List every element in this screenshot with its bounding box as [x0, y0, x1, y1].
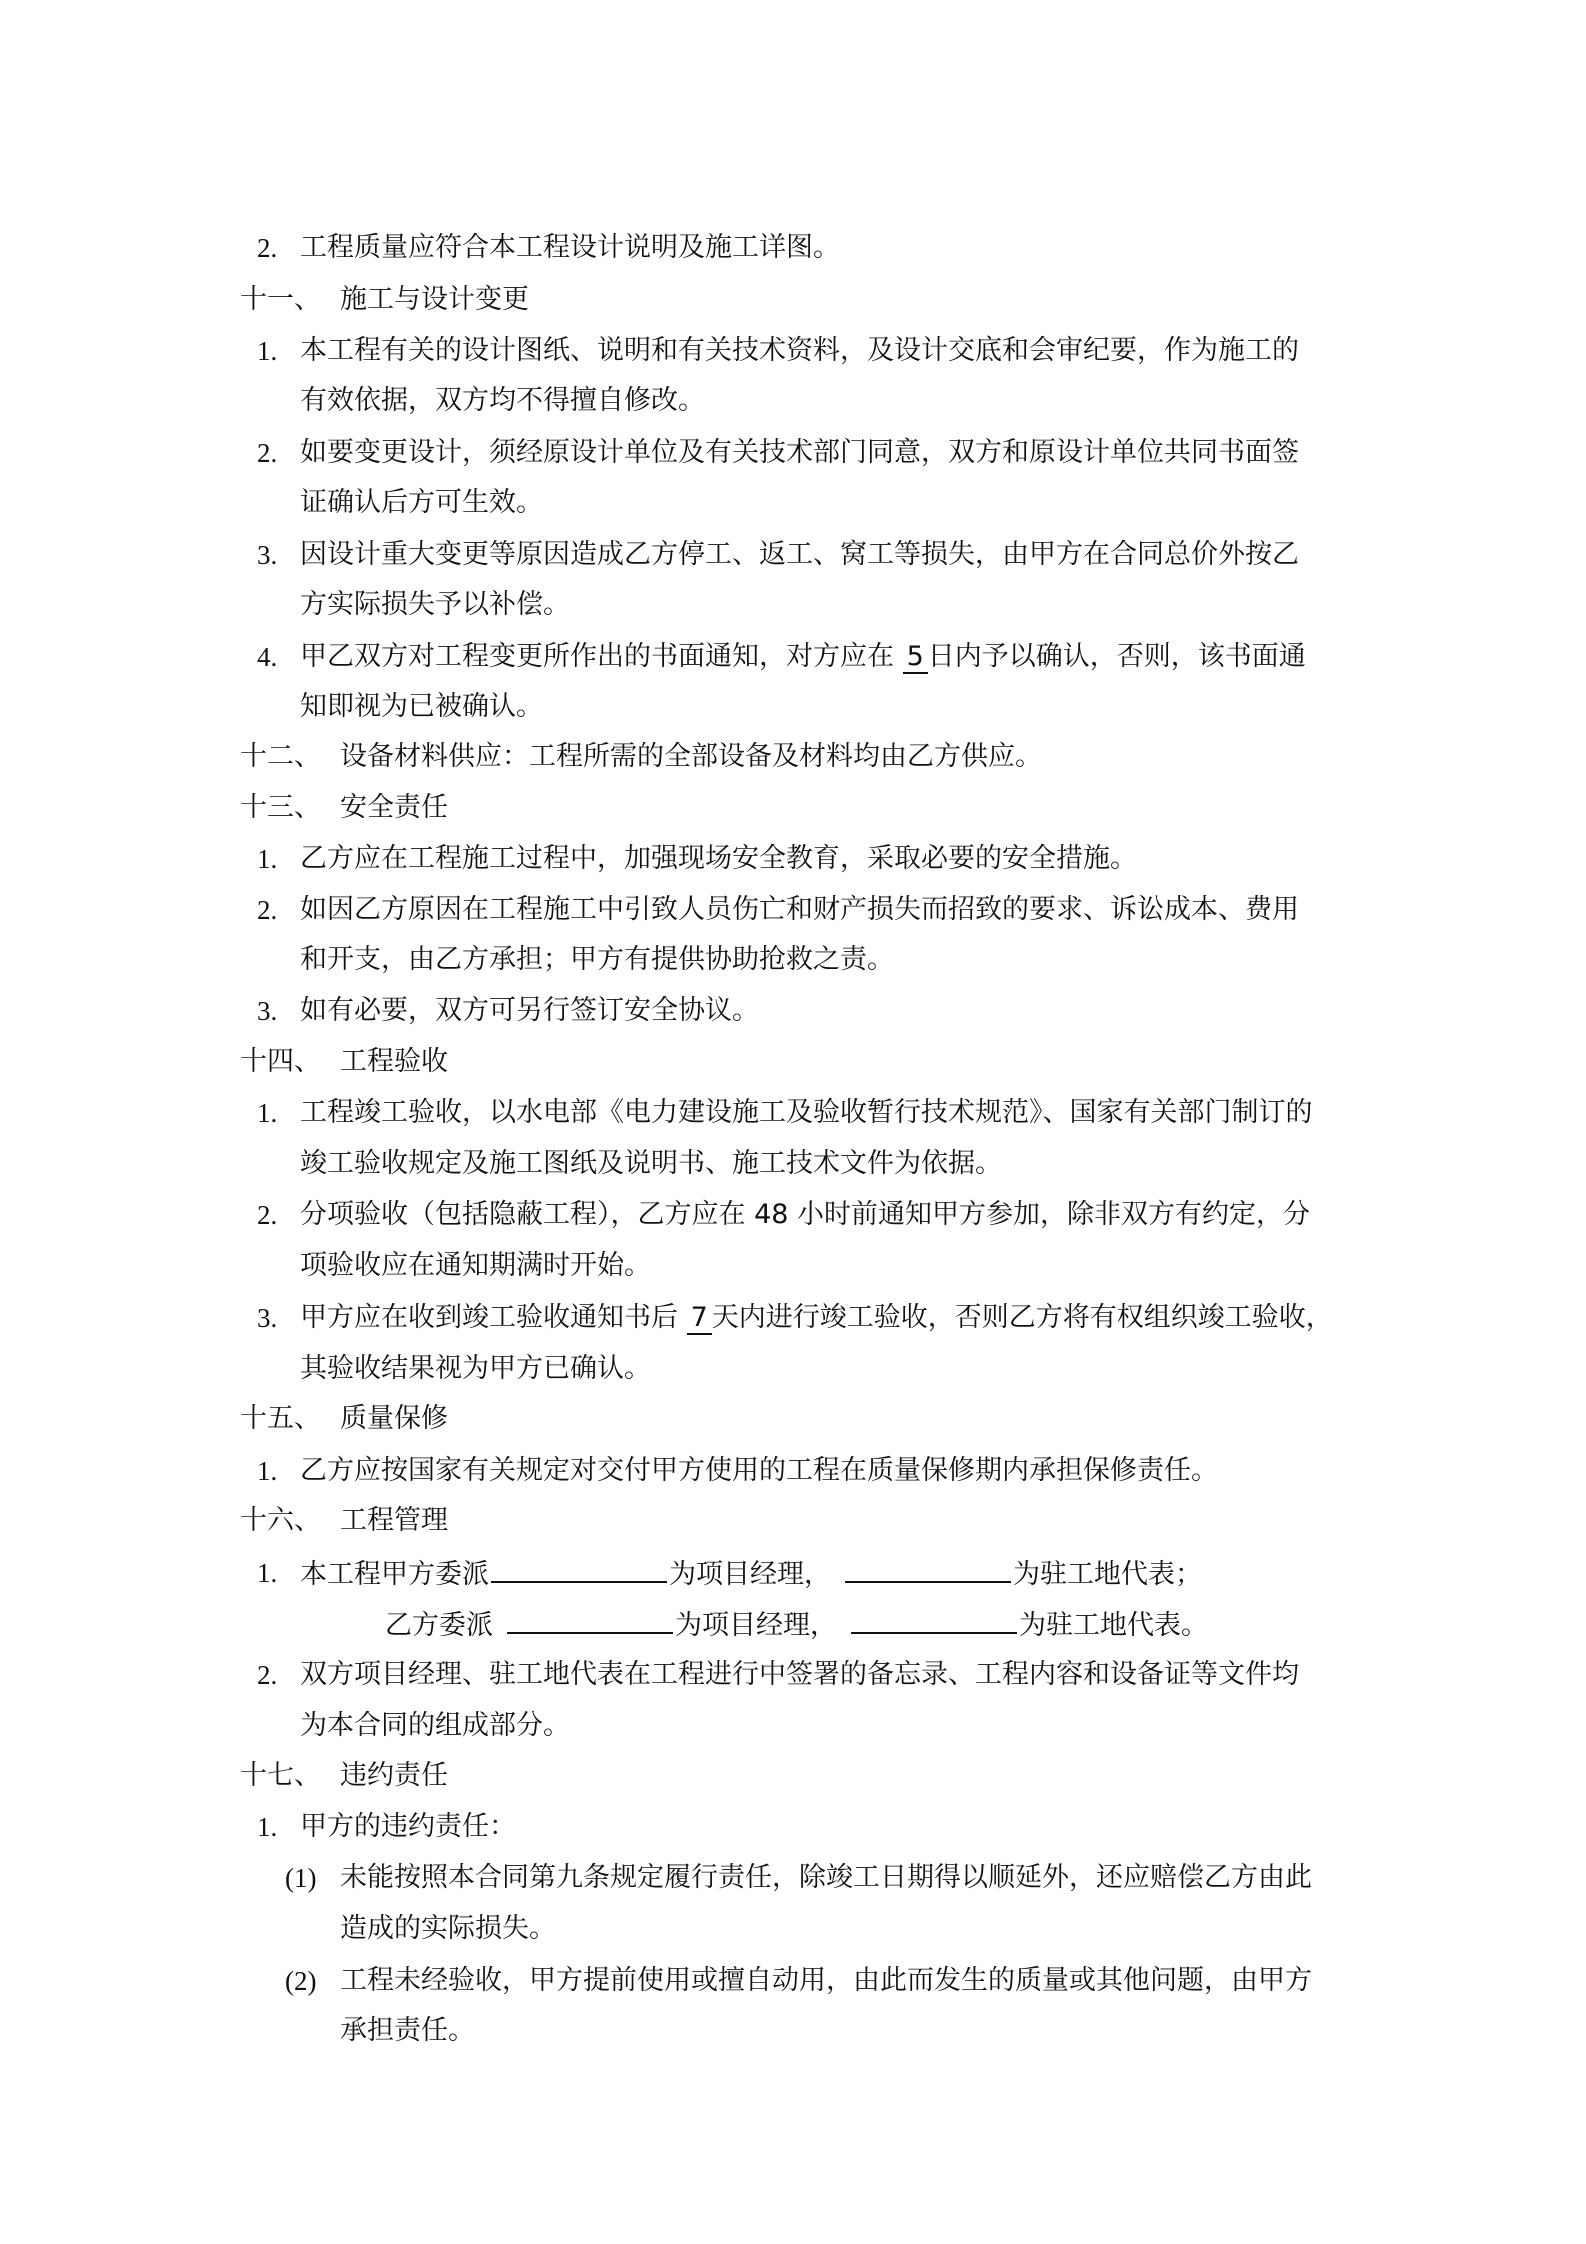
section-title: 工程管理: [340, 1505, 448, 1536]
item-number: 4.: [257, 642, 278, 672]
item-text: 方实际损失予以补偿。: [300, 589, 570, 620]
section-number: 十二、: [240, 741, 321, 772]
section-number: 十七、: [240, 1760, 321, 1791]
item-text: 乙方应在工程施工过程中，加强现场安全教育，采取必要的安全措施。: [300, 843, 1137, 874]
item-text: 分项验收（包括隐蔽工程），乙方应在 48 小时前通知甲方参加，除非双方有约定，分: [300, 1199, 1311, 1230]
item-text: 为本合同的组成部分。: [300, 1710, 570, 1741]
section-title: 设备材料供应：工程所需的全部设备及材料均由乙方供应。: [340, 741, 1042, 772]
item-text: 竣工验收规定及施工图纸及说明书、施工技术文件为依据。: [300, 1148, 1002, 1179]
item-text: 如有必要，双方可另行签订安全协议。: [300, 995, 759, 1026]
item-text: 因设计重大变更等原因造成乙方停工、返工、窝工等损失，由甲方在合同总价外按乙: [300, 539, 1299, 570]
item-number: 1.: [257, 1812, 278, 1842]
item-number: 1.: [257, 336, 278, 366]
sub-item-number: (1): [285, 1863, 317, 1893]
item-number: 3.: [257, 1303, 278, 1333]
item-number: 1.: [257, 1098, 278, 1128]
clause-11-1-cont: [0, 371, 1586, 431]
filled-days-value: 5: [903, 641, 928, 674]
section-title: 质量保修: [340, 1403, 448, 1434]
clause-10-2: [0, 218, 1586, 278]
item-text: 工程质量应符合本工程设计说明及施工详图。: [300, 232, 840, 263]
text-segment: 为驻工地代表；: [1013, 1559, 1202, 1590]
item-text: 项验收应在通知期满时开始。: [300, 1250, 651, 1281]
section-title: 安全责任: [340, 792, 448, 823]
text-segment: 日内予以确认，否则，该书面通: [927, 641, 1306, 672]
item-text: 和开支，由乙方承担；甲方有提供协助抢救之责。: [300, 944, 894, 975]
item-number: 1.: [257, 1456, 278, 1486]
item-number: 3.: [257, 540, 278, 570]
item-text: 证确认后方可生效。: [300, 487, 543, 518]
item-text: 有效依据，双方均不得擅自修改。: [300, 385, 705, 416]
item-text: 如因乙方原因在工程施工中引致人员伤亡和财产损失而招致的要求、诉讼成本、费用: [300, 894, 1299, 925]
item-text: 双方项目经理、驻工地代表在工程进行中签署的备忘录、工程内容和设备证等文件均: [300, 1659, 1299, 1690]
party-a-site-rep-blank[interactable]: [845, 1543, 1011, 1583]
party-b-site-rep-blank[interactable]: [851, 1594, 1017, 1634]
text-segment: 乙方委派: [385, 1610, 493, 1641]
section-number: 十五、: [240, 1403, 321, 1434]
item-text: 知即视为已被确认。: [300, 691, 543, 722]
clause-11-2-cont: [0, 473, 1586, 533]
item-number: 3.: [257, 996, 278, 1026]
item-text: 工程竣工验收，以水电部《电力建设施工及验收暂行技术规范》、国家有关部门制订的: [300, 1097, 1313, 1128]
filled-days-value: 7: [687, 1302, 712, 1335]
text-segment: 甲乙双方对工程变更所作出的书面通知，对方应在: [300, 641, 894, 672]
section-16-heading: [0, 1491, 1586, 1551]
item-number: 1.: [257, 1558, 278, 1588]
sub-item-text: 工程未经验收，甲方提前使用或擅自动用，由此而发生的质量或其他问题，由甲方: [340, 1965, 1312, 1996]
item-number: 2.: [257, 1660, 278, 1690]
text-segment: 为项目经理，: [675, 1610, 837, 1641]
text-segment: 甲方应在收到竣工验收通知书后: [300, 1302, 678, 1333]
item-number: 2.: [257, 1200, 278, 1230]
section-title: 违约责任: [340, 1760, 448, 1791]
clause-17-1-2-cont: [0, 2001, 1586, 2061]
party-b-manager-blank[interactable]: [507, 1594, 673, 1634]
sub-item-text: 承担责任。: [340, 2015, 475, 2046]
clause-11-3-cont: [0, 575, 1586, 635]
item-number: 2.: [257, 438, 278, 468]
sub-item-text: 未能按照本合同第九条规定履行责任，除竣工日期得以顺延外，还应赔偿乙方由此: [340, 1862, 1312, 1893]
item-number: 2.: [257, 233, 278, 263]
text-segment: 天内进行竣工验收，否则乙方将有权组织竣工验收，: [711, 1302, 1333, 1333]
party-a-manager-blank[interactable]: [491, 1543, 667, 1583]
section-15-heading: [0, 1389, 1586, 1449]
section-number: 十一、: [240, 284, 321, 315]
section-number: 十三、: [240, 792, 321, 823]
item-number: 2.: [257, 895, 278, 925]
section-number: 十四、: [240, 1046, 321, 1077]
section-title: 工程验收: [340, 1046, 448, 1077]
item-text: 乙方应按国家有关规定对交付甲方使用的工程在质量保修期内承担保修责任。: [300, 1455, 1218, 1486]
text-segment: 为项目经理，: [669, 1559, 831, 1590]
section-number: 十六、: [240, 1505, 321, 1536]
item-text: 如要变更设计，须经原设计单位及有关技术部门同意，双方和原设计单位共同书面签: [300, 437, 1299, 468]
section-title: 施工与设计变更: [340, 284, 529, 315]
item-text: 本工程有关的设计图纸、说明和有关技术资料，及设计交底和会审纪要，作为施工的: [300, 335, 1299, 366]
sub-item-text: 造成的实际损失。: [340, 1913, 556, 1944]
text-segment: 本工程甲方委派: [300, 1559, 489, 1590]
item-text: 甲方的违约责任：: [300, 1811, 516, 1842]
clause-17-1-1-cont: [0, 1899, 1586, 1959]
item-number: 1.: [257, 844, 278, 874]
clause-14-2-cont: [0, 1236, 1586, 1296]
item-text: 其验收结果视为甲方已确认。: [300, 1353, 651, 1384]
text-segment: 为驻工地代表。: [1019, 1610, 1208, 1641]
sub-item-number: (2): [285, 1966, 317, 1996]
